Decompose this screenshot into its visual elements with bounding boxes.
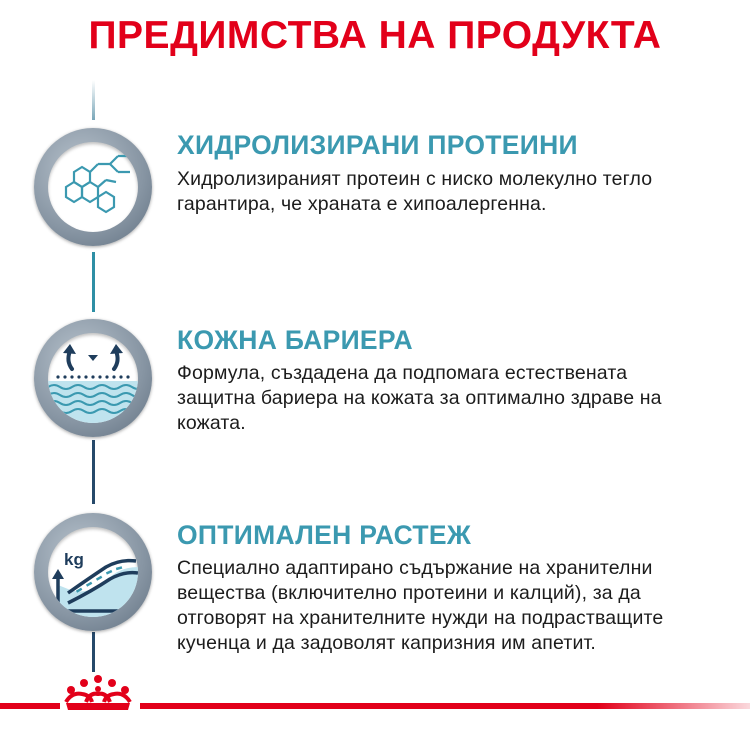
benefit-3-line-3: отговорят на хранителните нужди на подрастващите bbox=[177, 607, 664, 629]
benefit-3-badge bbox=[34, 513, 152, 631]
skin-layers-icon bbox=[48, 333, 138, 423]
benefit-2-line-3: кожата. bbox=[177, 412, 246, 434]
molecule-icon bbox=[48, 142, 138, 232]
connector-line-2 bbox=[92, 440, 95, 504]
weight-growth-icon bbox=[48, 527, 138, 617]
benefit-2-heading: КОЖНА БАРИЕРА bbox=[177, 325, 413, 355]
connector-line-1 bbox=[92, 252, 95, 312]
benefit-2-badge bbox=[34, 319, 152, 437]
kg-label: kg bbox=[64, 550, 84, 569]
footer-line-right bbox=[140, 703, 750, 709]
benefit-3-heading: ОПТИМАЛЕН РАСТЕЖ bbox=[177, 520, 472, 550]
benefit-2-text bbox=[177, 361, 737, 436]
benefit-1-heading: ХИДРОЛИЗИРАНИ ПРОТЕИНИ bbox=[177, 130, 578, 160]
benefit-2-line-1: Формула, създадена да подпомага естествената bbox=[177, 362, 628, 384]
benefit-1-line-1: Хидролизираният протеин с ниско молекулно тегло bbox=[177, 168, 653, 190]
benefit-1-text bbox=[177, 167, 737, 217]
benefit-1-line-2: гарантира, че храната е хипоалергенна. bbox=[177, 193, 547, 215]
benefit-1-badge bbox=[34, 128, 152, 246]
benefit-3-line-2: вещества (включително протеини и калций), за да bbox=[177, 582, 641, 604]
benefit-3-line-1: Специално адаптирано съдържание на хранителни bbox=[177, 557, 653, 579]
connector-line-3 bbox=[92, 632, 95, 672]
footer-line-left bbox=[0, 703, 60, 709]
crown-logo-icon bbox=[58, 672, 138, 714]
connector-line-top bbox=[92, 80, 95, 120]
benefit-2-line-2: защитна бариера на кожата за оптимално здраве на bbox=[177, 387, 662, 409]
benefit-3-line-4: кученца и да задоволят капризния им апетит. bbox=[177, 632, 596, 654]
page-title: ПРЕДИМСТВА НА ПРОДУКТА bbox=[88, 14, 662, 57]
benefit-3-text bbox=[177, 556, 737, 656]
